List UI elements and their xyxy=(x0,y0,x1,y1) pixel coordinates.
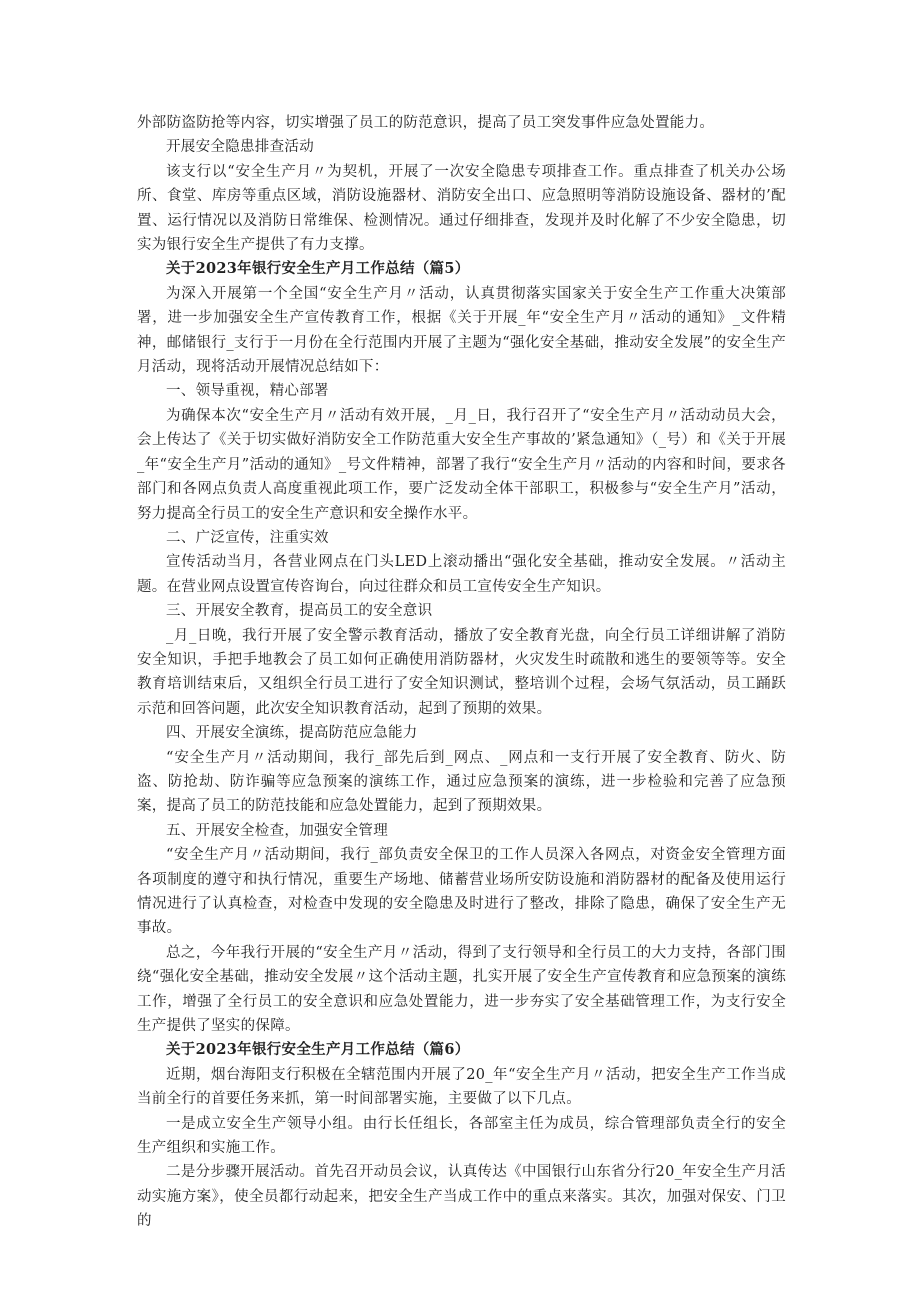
section-heading-inspection: 五、开展安全检查，加强安全管理 xyxy=(166,822,388,839)
paragraph-inspection: “安全生产月〃活动期间，我行_部负责安全保卫的工作人员深入各网点，对资金安全管理方面各项制度的遵守和执行情况，重要生产场地、储蓄营业场所安防设施和消防器材的配备及使用运行情况进行了认真检查，对检查中发现的安全隐患及时进行了整改，排除了隐患，确保了安全生产无事故。 xyxy=(137,847,786,937)
paragraph-education: _月_日晚，我行开展了安全警示教育活动，播放了安全教育光盘，向全行员工详细讲解了消防安全知识，手把手地教会了员工如何正确使用消防器材，火灾发生时疏散和逃生的要领等等。安全教育培训结束后，又组织全行员工进行了安全知识测试，整培训个过程，会场气氛活动，员工踊跃示范和回答问题，此次安全知识教育活动，起到了预期的效果。 xyxy=(137,627,786,717)
paragraph-summary: 总之，今年我行开展的“安全生产月〃活动，得到了支行领导和全行员工的大力支持，各部门围绕“强化安全基础，推动安全发展〃这个活动主题，扎实开展了安全生产宣传教育和应急预案的演练工作，增强了全行员工的安全意识和应急处置能力，进一步夯实了安全基础管理工作，为支行安全生产提供了坚实的保障。 xyxy=(137,944,786,1035)
section-heading-education: 三、开展安全教育，提高员工的安全意识 xyxy=(166,603,433,620)
article-title-part6: 关于2023年银行安全生产月工作总结（篇6） xyxy=(166,1041,470,1059)
paragraph-drill: “安全生产月〃活动期间，我行_部先后到_网点、_网点和一支行开展了安全教育、防火、防盗、防抢劫、防诈骗等应急预案的演练工作，通过应急预案的演练，进一步检验和完善了应急预案，提高了员工的防范技能和应急处置能力，起到了预期效果。 xyxy=(137,749,786,815)
paragraph-hazard-check: 该支行以“安全生产月〃为契机，开展了一次安全隐患专项排查工作。重点排查了机关办公场所、食堂、库房等重点区域，消防设施器材、消防安全出口、应急照明等消防设施设备、器材的’配置、运行情况以及消防日常维保、检测情况。通过仔细排查，发现并及时化解了不少安全隐患，切实为银行安全生产提供了有力支撑。 xyxy=(137,163,786,254)
article-title-part5: 关于2023年银行安全生产月工作总结（篇5） xyxy=(166,260,470,278)
paragraph-anti-theft: 外部防盗防抢等内容，切实增强了员工的防范意识，提高了员工突发事件应急处置能力。 xyxy=(137,115,715,131)
paragraph-part6-intro: 近期，烟台海阳支行积极在全辖范围内开展了20_年“安全生产月〃活动，把安全生产工作当成当前全行的首要任务来抓，第一时间部署实施，主要做了以下几点。 xyxy=(137,1066,786,1108)
section-heading-leadership: 一、领导重视，精心部署 xyxy=(166,383,329,400)
paragraph-step-activities: 二是分步骤开展活动。首先召开动员会议，认真传达《中国银行山东省分行20_年安全生产月活动实施方案》，使全员都行动起来，把安全生产当成工作中的重点来落实。其次，加强对保安、门卫的 xyxy=(137,1164,786,1230)
paragraph-leading-group: 一是成立安全生产领导小组。由行长任组长，各部室主任为成员，综合管理部负责全行的安全生产组织和实施工作。 xyxy=(137,1115,786,1157)
paragraph-leadership: 为确保本次“安全生产月〃活动有效开展，_月_日，我行召开了“安全生产月〃活动动员大会，会上传达了《关于切实做好消防安全工作防范重大安全生产事故的’紧急通知》（_号）和《关于开展_年“安全生产月”活动的通知》_号文件精神，部署了我行“安全生产月〃活动的内容和时间，要求各部门和各网点负责人高度重视此项工作，要广泛发动全体干部职工，积极参与“安全生产月”活动，努力提高全行员工的安全生产意识和安全操作水平。 xyxy=(137,407,786,522)
paragraph-publicity: 宣传活动当月，各营业网点在门头LED上滚动播出“强化安全基础，推动安全发展。〃活动主题。在营业网点设置宣传咨询台，向过往群众和员工宣传安全生产知识。 xyxy=(137,554,786,595)
section-heading-drill: 四、开展安全演练，提高防范应急能力 xyxy=(166,725,418,742)
paragraph-part5-intro: 为深入开展第一个全国“安全生产月〃活动，认真贯彻落实国家关于安全生产工作重大决策部署，进一步加强安全生产宣传教育工作，根据《关于开展_年“安全生产月〃活动的通知》_文件精神，邮储银行_支行于一月份在全行范围内开展了主题为“强化安全基础，推动安全发展”的安全生产月活动，现将活动开展情况总结如下： xyxy=(137,285,786,376)
section-heading-hazard-check: 开展安全隐患排查活动 xyxy=(166,139,314,156)
section-heading-publicity: 二、广泛宣传，注重实效 xyxy=(166,529,329,546)
